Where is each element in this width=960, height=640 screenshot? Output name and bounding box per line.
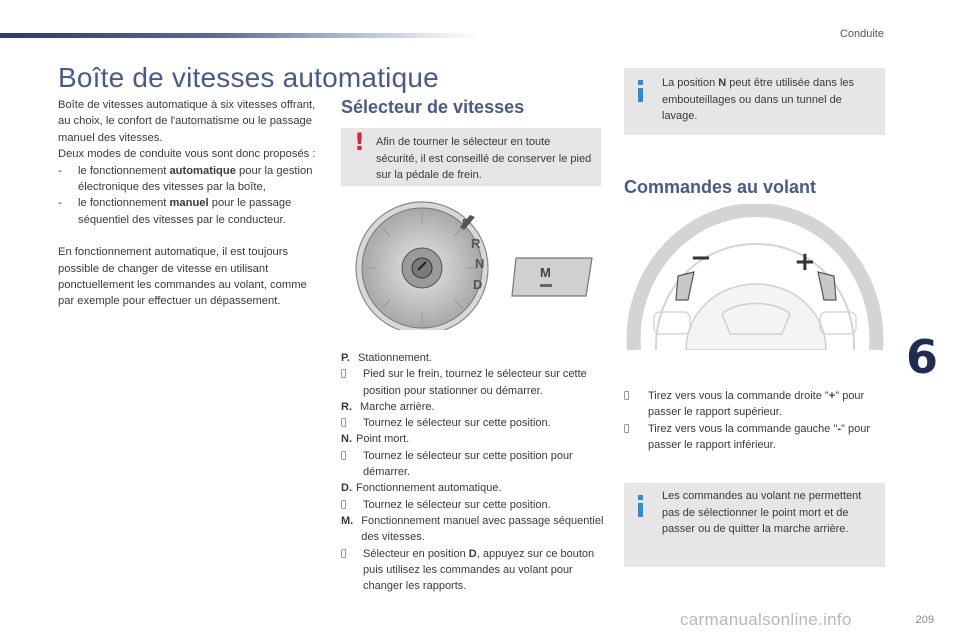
intro-bullet-manual: - le fonctionnement manuel pour le passage séquentiel des vitesses par le conducteur. [58,197,292,226]
mode-r: R. Marche arrière. [341,400,435,413]
intro-bullet-automatic: - le fonctionnement automatique pour la gestion électronique des vitesses par la boîte, [58,164,313,194]
command-plus: Tirez vers vous la commande droite "+" pour passer le rapport supérieur. [624,388,889,421]
info-icon [638,80,646,102]
checkbox-icon [624,421,648,454]
page-number: 209 [915,614,934,626]
selector-positions-list: P. Stationnement. Pied sur le frein, tournez le sélecteur sur cette position pour stationner ou démarrer. R. Marche arrière. Tournez le sélecteur sur cette position. N. Point mort. Tournez le sélecteur sur cette position pour démarrer. D. Fonctionnement automatique. Tournez le sélecteur sur cette position. M. Fonctionnement manuel avec passage séquentiel des vitesses. Sélecteur en position D, appuyez sur ce bouton puis utilisez les commandes au volant pour changer les rapports. [341,350,606,594]
checkbox-icon [341,546,363,595]
selector-heading: Sélecteur de vitesses [341,97,525,117]
checkbox-icon [341,366,363,399]
manual-button-label: M [540,265,551,280]
info-text-neutral: La position N peut être utilisée dans les embouteillages ou dans un tunnel de lavage. [662,77,855,122]
paddle-minus [676,243,712,300]
checkbox-icon [341,497,363,513]
position-letter-p: P [462,216,471,231]
checkbox-icon [624,388,648,421]
mode-p: P. Stationnement. [341,352,432,364]
checkbox-icon [341,415,363,431]
mode-d: D. Fonctionnement automatique. [341,482,502,495]
intro-paragraph-2: Deux modes de conduite vous sont donc proposés : [58,148,316,161]
position-letter-n: N [475,256,485,271]
warning-box [341,128,601,186]
position-letter-r: R [471,236,481,251]
warning-icon: ! [354,128,365,156]
page-title: Boîte de vitesses automatique [58,62,439,93]
intro-paragraph-3: En fonctionnement automatique, il est toujours possible de changer de vitesse en utilisant ponctuellement les commandes au volant, comme par exemple pour effectuer un dépassement. [58,246,307,308]
plus-sign: + [794,247,816,277]
paddle-plus [794,247,836,300]
chapter-number: 6 [906,330,939,384]
mode-n: N. Point mort. [341,433,410,446]
header-color-bar [0,33,480,38]
steering-commands-list [624,388,889,453]
info-box-neutral [624,68,885,135]
position-letter-d: D [473,277,483,292]
manual-mode-button [512,258,592,296]
steering-heading: Commandes au volant [624,177,817,197]
mode-m: M. Fonctionnement manuel avec passage séquentiel des vitesses. [341,514,604,544]
manual-button-indicator [540,284,552,287]
watermark: carmanualsonline.info [680,610,852,629]
command-minus: Tirez vers vous la commande gauche "-" pour passer le rapport inférieur. [624,421,889,454]
gear-selector-illustration [342,190,602,330]
info-icon [638,495,646,517]
section-title: Conduite [839,28,884,40]
warning-text: Afin de tourner le sélecteur en toute sécurité, il est conseillé de conserver le pied sur la pédale de frein. [376,136,592,181]
checkbox-icon [341,448,363,481]
steering-wheel-illustration [626,204,884,350]
minus-sign: − [690,243,712,273]
info-text-steering: Les commandes au volant ne permettent pas de sélectionner le point mort et de passer ou de quitter la marche arrière. [662,490,862,535]
intro-text [58,97,323,310]
info-box-steering [624,483,885,567]
intro-paragraph-1: Boîte de vitesses automatique à six vitesses offrant, au choix, le confort de l'automatisme ou le passage manuel des vitesses. [58,99,316,144]
